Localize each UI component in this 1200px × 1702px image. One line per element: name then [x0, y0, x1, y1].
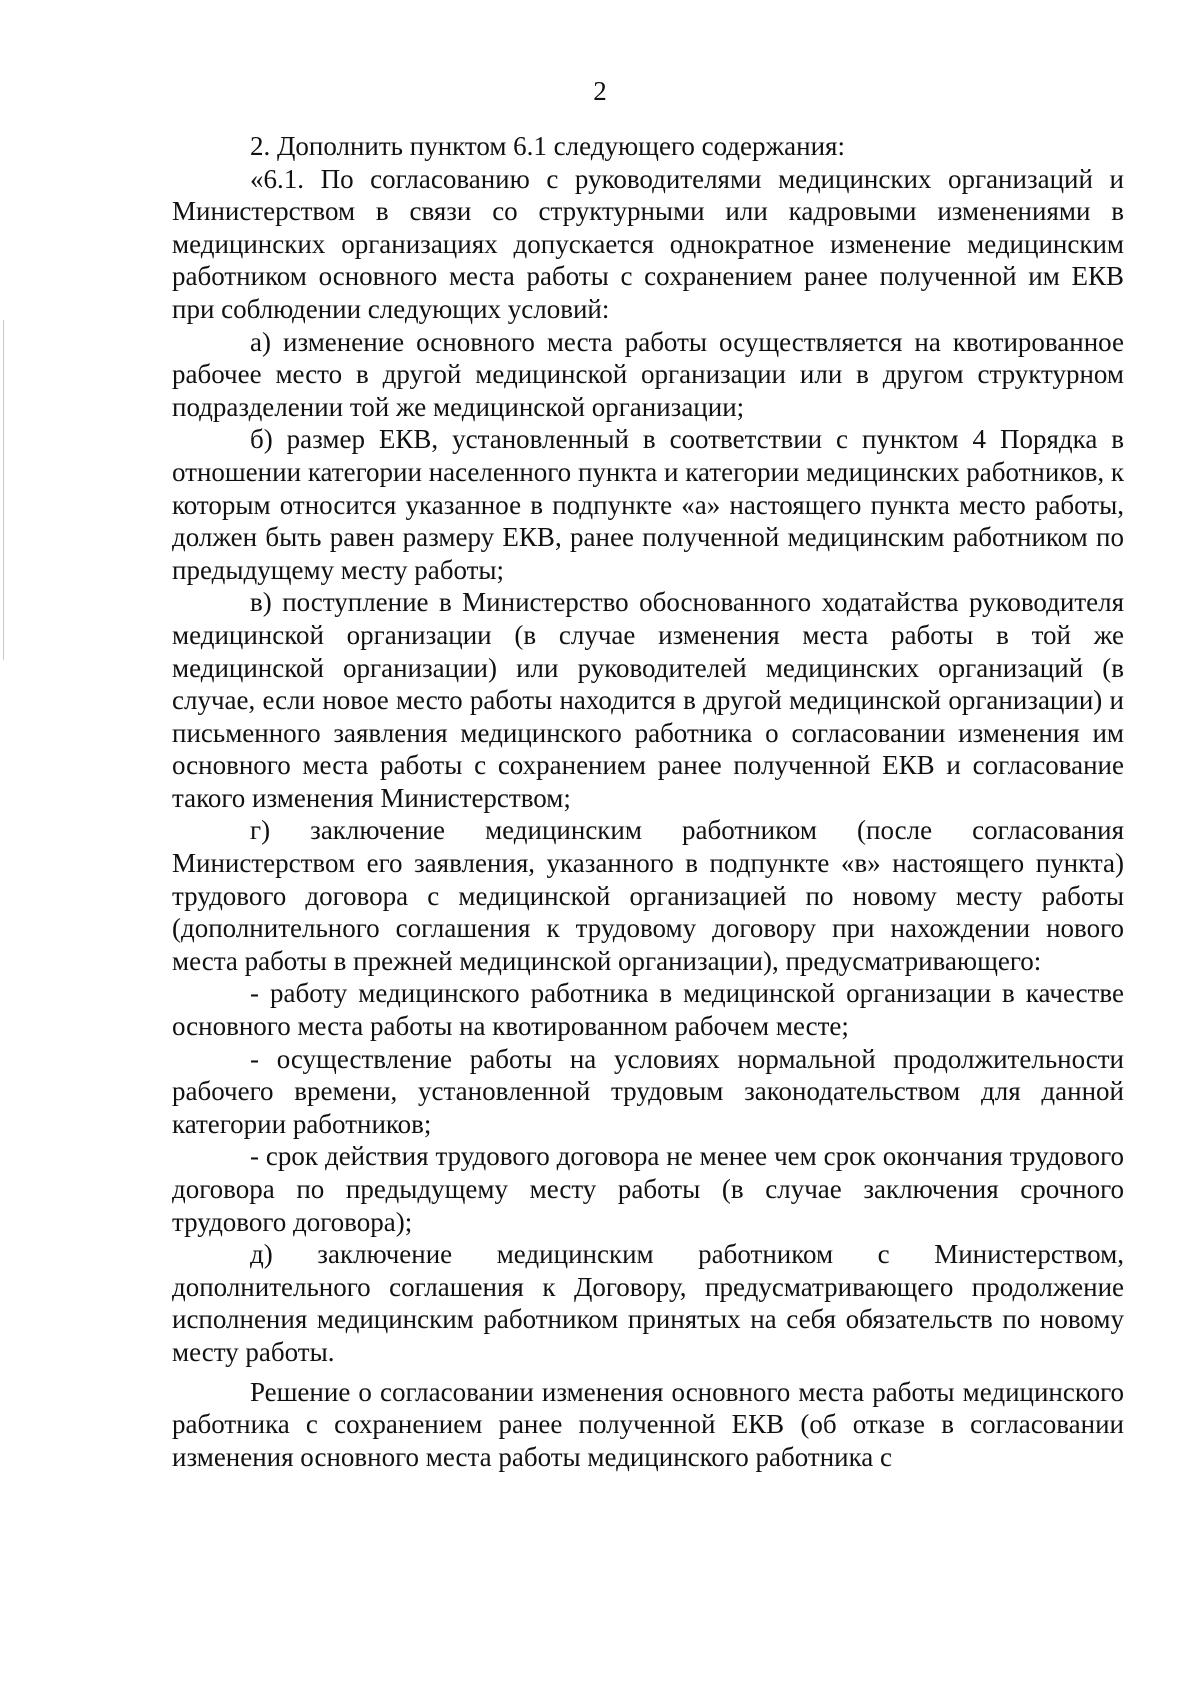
paragraph-condition-d: д) заключение медицинским работником с Министерством, дополнительного соглашения к Договору, предусматривающего продолжение исполнения медицинским работником принятых на себя обязательств по новому месту работы.	[172, 1239, 1124, 1367]
paragraph-dash-item-2: - осуществление работы на условиях нормальной продолжительности рабочего времени, установленной трудовым законодательством для данной категории работников;	[172, 1043, 1124, 1139]
paragraph-condition-a: а) изменение основного места работы осуществляется на квотированное рабочее место в другой медицинской организации или в другом структурном подразделении той же медицинской организации;	[172, 326, 1124, 422]
paragraph-condition-b: б) размер ЕКВ, установленный в соответствии с пунктом 4 Порядка в отношении категории населенного пункта и категории медицинских работников, к которым относится указанное в подпункте «а» настоящего пункта место работы, должен быть равен размеру ЕКВ, ранее полученной медицинским работником по предыдущему месту работы;	[172, 424, 1124, 585]
document-body	[172, 130, 1124, 1473]
paragraph-dash-item-1: - работу медицинского работника в медицинской организации в качестве основного места работы на квотированном рабочем месте;	[172, 978, 1124, 1042]
paragraph-condition-g: г) заключение медицинским работником (после согласования Министерством его заявления, указанного в подпункте «в» настоящего пункта) трудового договора с медицинской организацией по новому месту работы (дополнительного соглашения к трудовому договору при нахождении нового места работы в прежней медицинской организации), предусматривающего:	[172, 815, 1124, 976]
paragraph-clause-6-1: «6.1. По согласованию с руководителями медицинских организаций и Министерством в связи со структурными или кадровыми изменениями в медицинских организациях допускается однократное изменение медицинским работником основного места работы с сохранением ранее полученной им ЕКВ при соблюдении следующих условий:	[172, 163, 1124, 324]
paragraph-dash-item-3: - срок действия трудового договора не менее чем срок окончания трудового договора по предыдущему месту работы (в случае заключения срочного трудового договора);	[172, 1141, 1124, 1237]
scan-edge-line	[3, 320, 4, 660]
paragraph-condition-v: в) поступление в Министерство обоснованного ходатайства руководителя медицинской организации (в случае изменения места работы в той же медицинской организации) или руководителей медицинских организаций (в случае, если новое место работы находится в другой медицинской организации) и письменного заявления медицинского работника о согласовании изменения им основного места работы с сохранением ранее полученной ЕКВ и согласование такого изменения Министерством;	[172, 587, 1124, 813]
page-number: 2	[593, 76, 607, 106]
paragraph-amendment-intro: 2. Дополнить пунктом 6.1 следующего содержания:	[250, 131, 845, 161]
paragraph-decision: Решение о согласовании изменения основного места работы медицинского работника с сохранением ранее полученной ЕКВ (об отказе в согласовании изменения основного места работы медицинского работника с	[172, 1376, 1124, 1472]
